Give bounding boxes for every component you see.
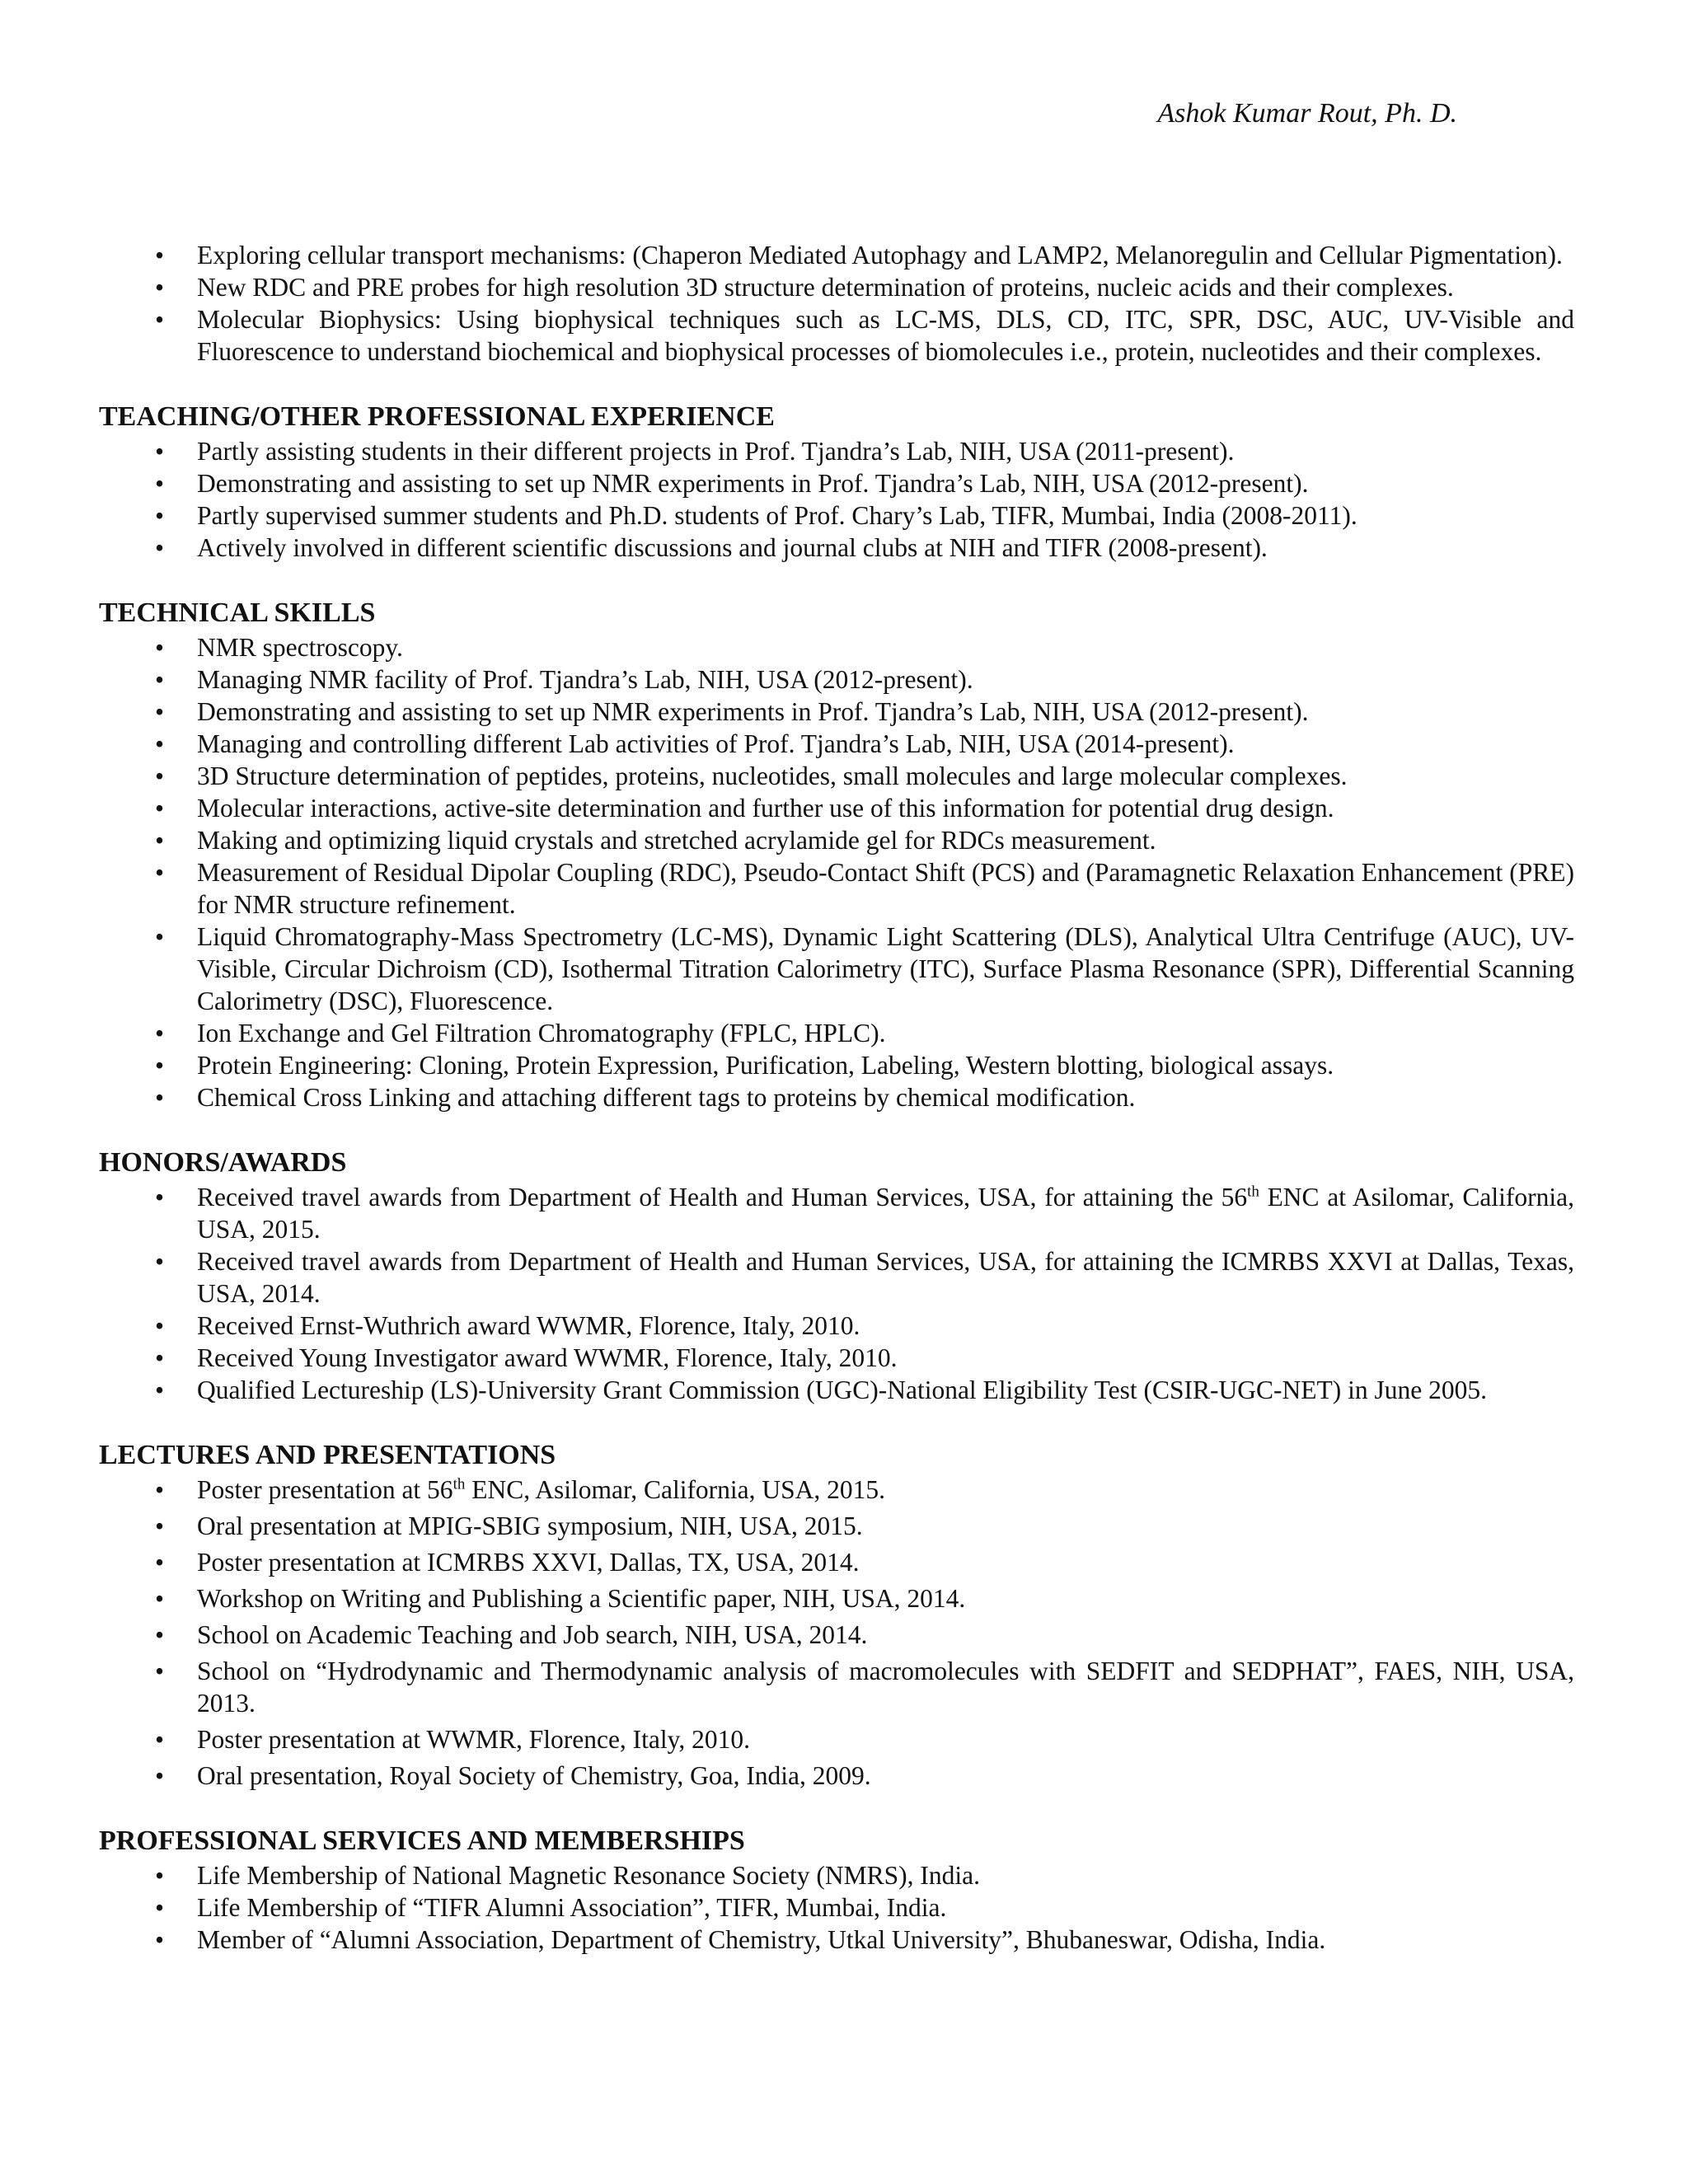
list-item-text: Exploring cellular transport mechanisms: (Chaperon Mediated Autophagy and LAMP2, Melanoregulin and Cellular Pigmentation). xyxy=(197,241,1563,269)
section-title: HONORS/AWARDS xyxy=(99,1147,347,1178)
list-item-text-continued: ENC, Asilomar, California, USA, 2015. xyxy=(465,1475,886,1504)
list-item xyxy=(99,1049,1574,1081)
cv-content xyxy=(99,239,1574,1956)
list-item-text: Ion Exchange and Gel Filtration Chromatography (FPLC, HPLC). xyxy=(197,1019,886,1047)
list-item xyxy=(99,824,1574,856)
list-item-text: Oral presentation at MPIG-SBIG symposium, NIH, USA, 2015. xyxy=(197,1511,863,1540)
list-item xyxy=(99,1017,1574,1049)
list-item xyxy=(99,1924,1574,1956)
list-item xyxy=(99,239,1574,271)
list-item-text: Received Ernst-Wuthrich award WWMR, Florence, Italy, 2010. xyxy=(197,1311,860,1340)
list-item-text: Protein Engineering: Cloning, Protein Expression, Purification, Labeling, Western blotting, biological assays. xyxy=(197,1051,1334,1080)
list-item-text: Poster presentation at WWMR, Florence, Italy, 2010. xyxy=(197,1725,750,1754)
list-item-text: Member of “Alumni Association, Department of Chemistry, Utkal University”, Bhubaneswar, Odisha, India. xyxy=(197,1925,1326,1954)
list-item xyxy=(99,1891,1574,1924)
bullet-list xyxy=(99,239,1574,368)
section-memberships xyxy=(99,1825,1574,1956)
list-item xyxy=(99,532,1574,564)
list-item xyxy=(99,760,1574,792)
section-lectures xyxy=(99,1439,1574,1792)
list-item xyxy=(99,499,1574,532)
bullet-list xyxy=(99,1474,1574,1792)
list-item xyxy=(99,1374,1574,1406)
section-title: TECHNICAL SKILLS xyxy=(99,598,376,628)
list-item xyxy=(99,663,1574,696)
list-item xyxy=(99,467,1574,499)
section-title: TEACHING/OTHER PROFESSIONAL EXPERIENCE xyxy=(99,401,775,432)
list-item-text: Making and optimizing liquid crystals and stretched acrylamide gel for RDCs measurement. xyxy=(197,826,1156,855)
list-item-text: Actively involved in different scientific discussions and journal clubs at NIH and TIFR (2008-present). xyxy=(197,533,1268,562)
list-item xyxy=(99,1342,1574,1374)
list-item xyxy=(99,1245,1574,1310)
list-item-text: Oral presentation, Royal Society of Chemistry, Goa, India, 2009. xyxy=(197,1761,871,1790)
list-item-text-continued: ENC at Asilomar, California, USA, 2015. xyxy=(197,1183,1574,1244)
section-research-interests xyxy=(99,239,1574,368)
list-item xyxy=(99,1081,1574,1113)
bullet-list xyxy=(99,631,1574,1113)
list-item xyxy=(99,1310,1574,1342)
bullet-list xyxy=(99,435,1574,564)
list-item xyxy=(99,728,1574,760)
list-item xyxy=(99,435,1574,467)
list-item-text: Liquid Chromatography-Mass Spectrometry (LC-MS), Dynamic Light Scattering (DLS), Analytical Ultra Centrifuge (AUC), UV-Visible, Circular Dichroism (CD), Isothermal Titration Calorimetry (ITC), Surface Plasma Resonance (SPR), Differential Scanning Calorimetry (DSC), Fluorescence. xyxy=(197,922,1574,1015)
bullet-list xyxy=(99,1181,1574,1406)
list-item-text: Life Membership of “TIFR Alumni Association”, TIFR, Mumbai, India. xyxy=(197,1893,947,1922)
section-technical-skills xyxy=(99,597,1574,1113)
list-item-text: Partly supervised summer students and Ph.D. students of Prof. Chary’s Lab, TIFR, Mumbai, India (2008-2011). xyxy=(197,501,1357,530)
list-item-text: Chemical Cross Linking and attaching different tags to proteins by chemical modification. xyxy=(197,1083,1136,1112)
author-name-header: Ashok Kumar Rout, Ph. D. xyxy=(1157,98,1457,129)
list-item xyxy=(99,1181,1574,1245)
list-item xyxy=(99,696,1574,728)
list-item-text: Demonstrating and assisting to set up NMR experiments in Prof. Tjandra’s Lab, NIH, USA (2012-present). xyxy=(197,697,1309,726)
list-item-text: Molecular interactions, active-site determination and further use of this information for potential drug design. xyxy=(197,794,1334,823)
list-item xyxy=(99,1546,1574,1578)
ordinal-superscript: th xyxy=(452,1475,466,1493)
list-item xyxy=(99,271,1574,303)
section-title: PROFESSIONAL SERVICES AND MEMBERSHIPS xyxy=(99,1825,745,1856)
list-item-text: Molecular Biophysics: Using biophysical techniques such as LC-MS, DLS, CD, ITC, SPR, DSC, AUC, UV-Visible and Fluorescence to understand biochemical and biophysical processes of biomolecules i.e., protein, nucleotides and their complexes. xyxy=(197,305,1574,366)
list-item-text: Managing and controlling different Lab activities of Prof. Tjandra’s Lab, NIH, USA (2014-present). xyxy=(197,729,1235,758)
section-title: LECTURES AND PRESENTATIONS xyxy=(99,1440,556,1470)
list-item xyxy=(99,631,1574,663)
list-item xyxy=(99,1760,1574,1792)
list-item-text: New RDC and PRE probes for high resolution 3D structure determination of proteins, nucleic acids and their complexes. xyxy=(197,273,1454,302)
list-item-text: Qualified Lectureship (LS)-University Grant Commission (UGC)-National Eligibility Test (CSIR-UGC-NET) in June 2005. xyxy=(197,1376,1487,1404)
list-item-text: NMR spectroscopy. xyxy=(197,633,403,662)
list-item-text: Received Young Investigator award WWMR, Florence, Italy, 2010. xyxy=(197,1343,898,1372)
list-item-text: School on “Hydrodynamic and Thermodynamic analysis of macromolecules with SEDFIT and SEDPHAT”, FAES, NIH, USA, 2013. xyxy=(197,1657,1574,1718)
list-item-text: School on Academic Teaching and Job search, NIH, USA, 2014. xyxy=(197,1620,868,1649)
list-item xyxy=(99,921,1574,1017)
list-item-text: 3D Structure determination of peptides, proteins, nucleotides, small molecules and large molecular complexes. xyxy=(197,762,1348,790)
list-item xyxy=(99,1510,1574,1542)
list-item-text: Received travel awards from Department of Health and Human Services, USA, for attaining the 56 xyxy=(197,1183,1248,1212)
section-honors xyxy=(99,1146,1574,1406)
list-item xyxy=(99,1859,1574,1891)
list-item-text: Measurement of Residual Dipolar Coupling (RDC), Pseudo-Contact Shift (PCS) and (Paramagnetic Relaxation Enhancement (PRE) for NMR structure refinement. xyxy=(197,858,1574,919)
list-item xyxy=(99,303,1574,368)
list-item-text: Poster presentation at 56 xyxy=(197,1475,453,1504)
list-item-text: Poster presentation at ICMRBS XXVI, Dallas, TX, USA, 2014. xyxy=(197,1548,860,1577)
list-item xyxy=(99,856,1574,921)
list-item-text: Partly assisting students in their different projects in Prof. Tjandra’s Lab, NIH, USA (2011-present). xyxy=(197,437,1235,466)
list-item xyxy=(99,1723,1574,1755)
list-item-text: Managing NMR facility of Prof. Tjandra’s Lab, NIH, USA (2012-present). xyxy=(197,665,973,694)
section-teaching xyxy=(99,401,1574,564)
list-item-text: Demonstrating and assisting to set up NMR experiments in Prof. Tjandra’s Lab, NIH, USA (2012-present). xyxy=(197,469,1309,498)
list-item-text: Received travel awards from Department of Health and Human Services, USA, for attaining the ICMRBS XXVI at Dallas, Texas, USA, 2014. xyxy=(197,1247,1574,1308)
list-item-text: Workshop on Writing and Publishing a Scientific paper, NIH, USA, 2014. xyxy=(197,1584,966,1613)
list-item xyxy=(99,1582,1574,1615)
list-item xyxy=(99,792,1574,824)
list-item-text: Life Membership of National Magnetic Resonance Society (NMRS), India. xyxy=(197,1861,981,1890)
ordinal-superscript: th xyxy=(1247,1183,1259,1201)
list-item xyxy=(99,1474,1574,1506)
list-item xyxy=(99,1655,1574,1719)
bullet-list xyxy=(99,1859,1574,1956)
list-item xyxy=(99,1619,1574,1651)
